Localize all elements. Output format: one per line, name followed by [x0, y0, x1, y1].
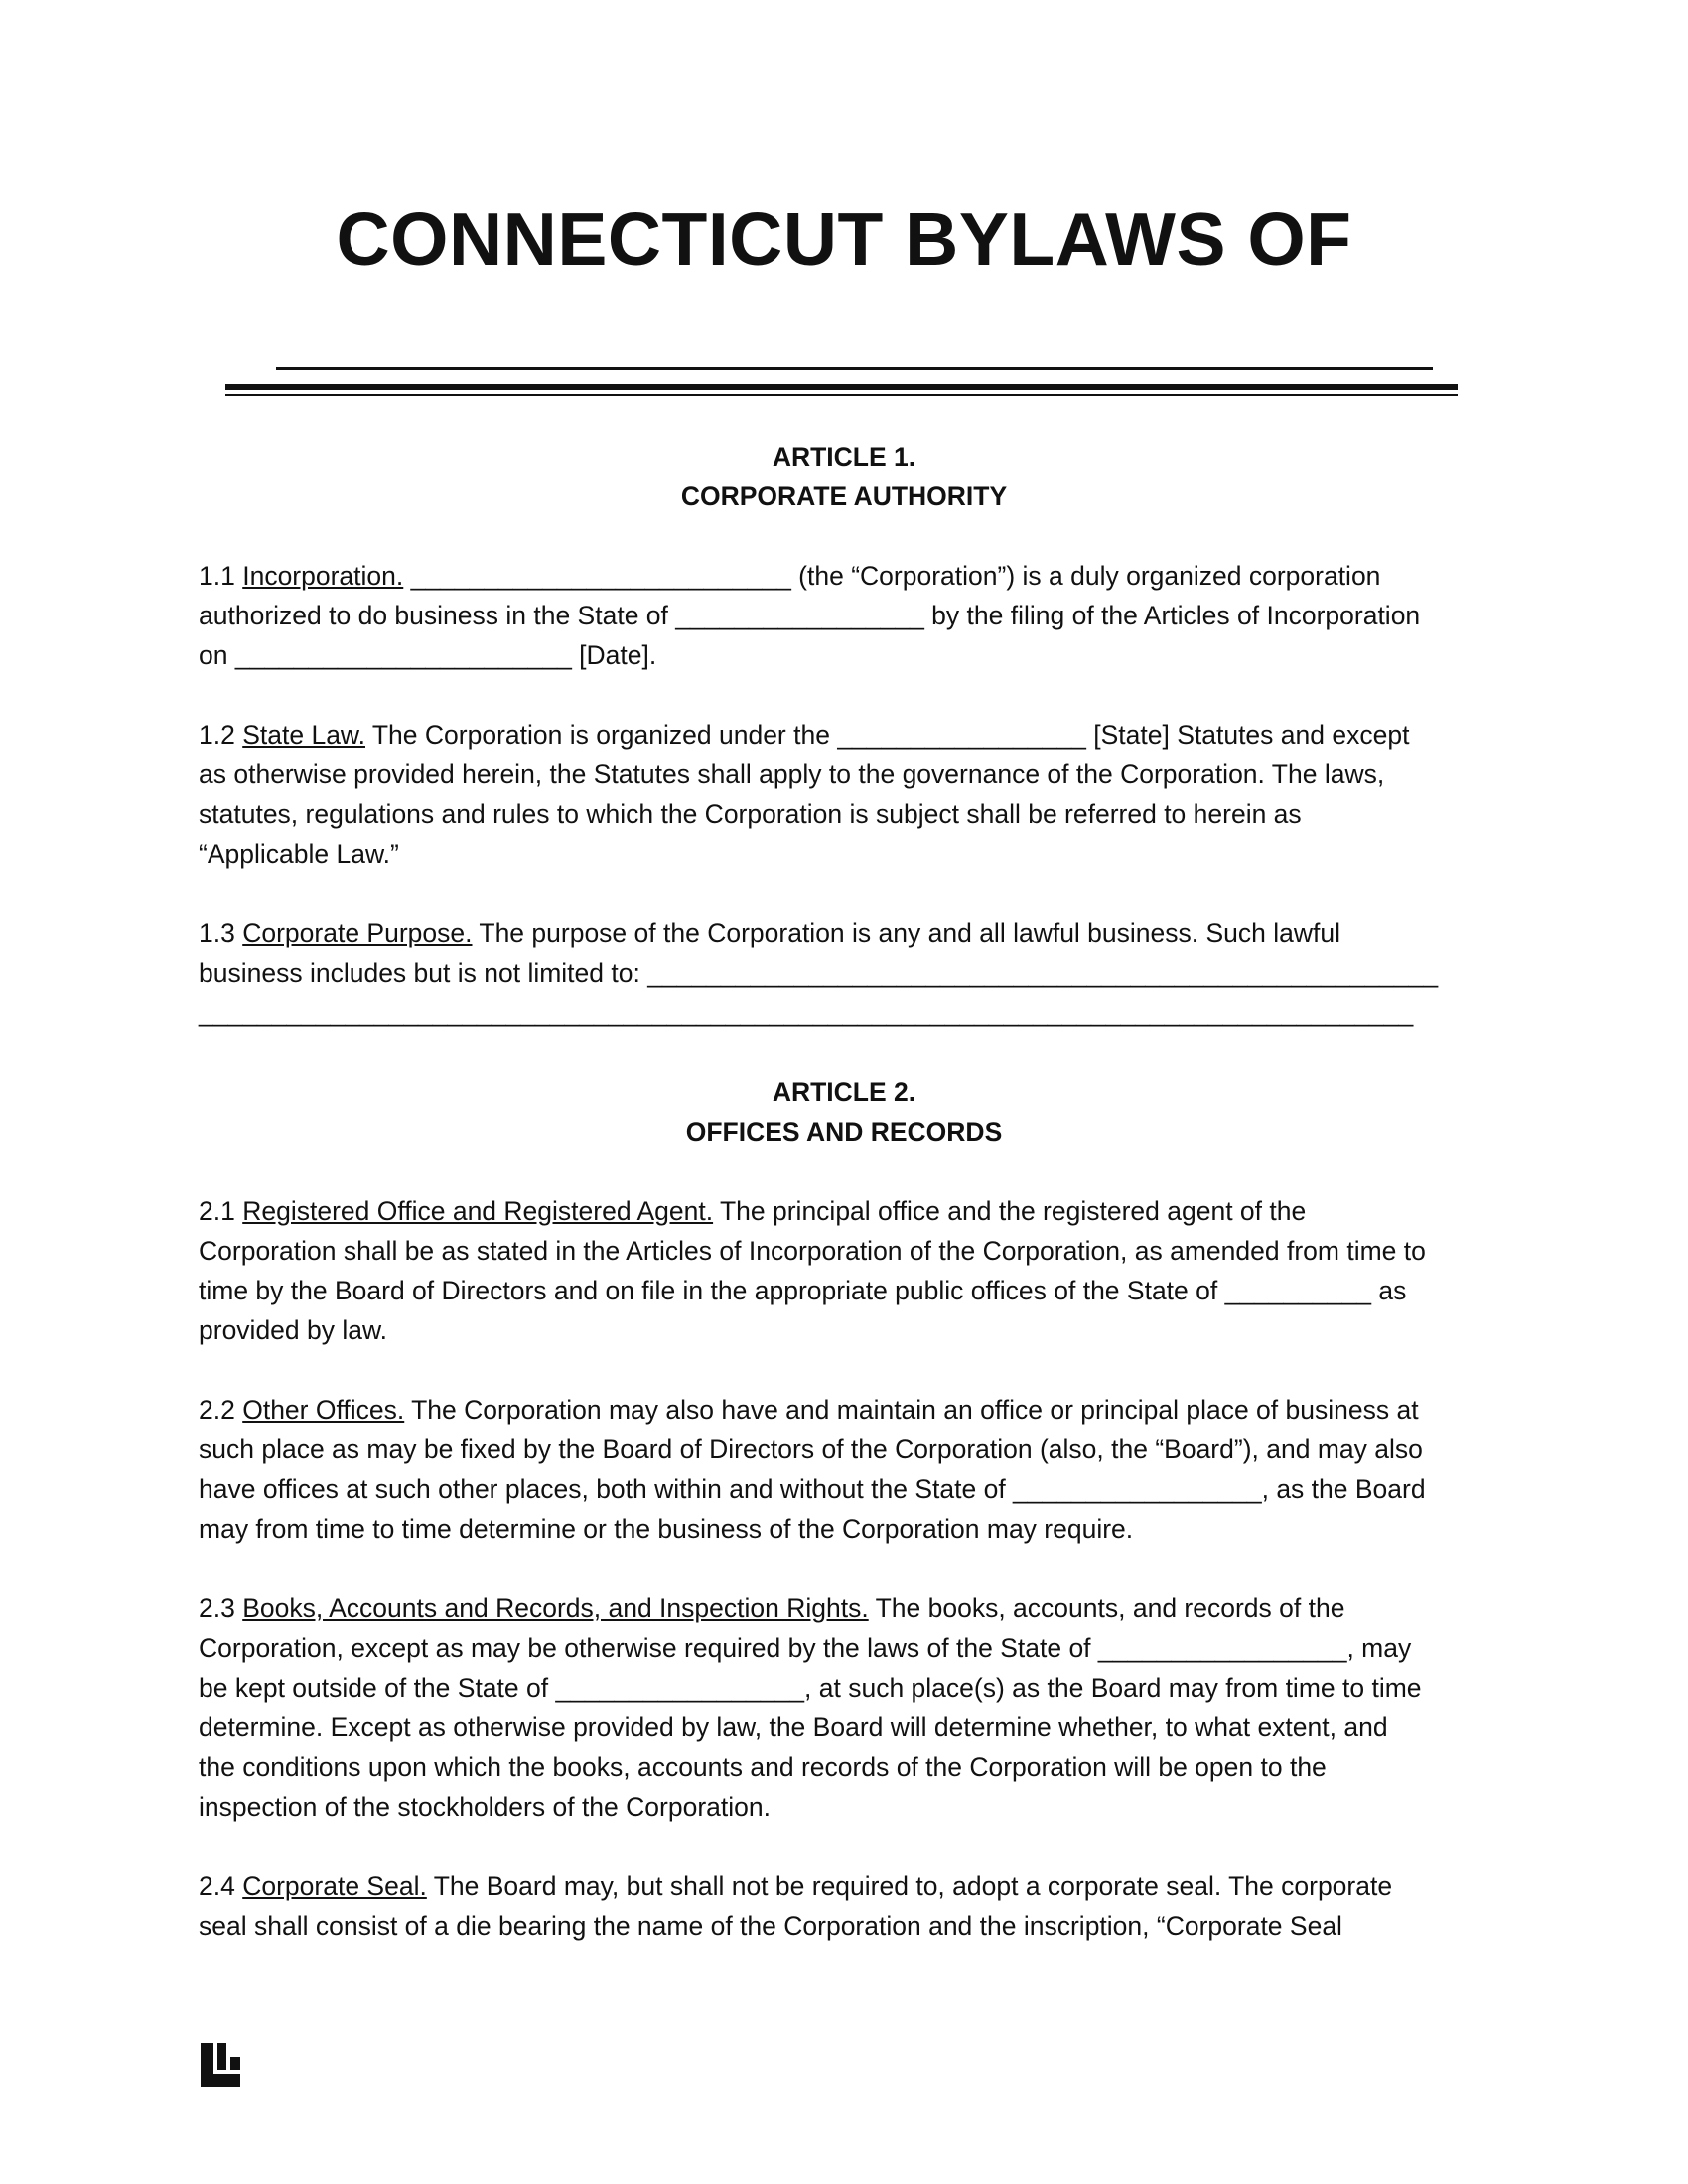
section-line [199, 556, 1489, 596]
section-2-3 [199, 1588, 1489, 1827]
section-text: The Corporation may also have and maintain an office or principal place of business at [404, 1395, 1419, 1425]
section-2-1 [199, 1191, 1489, 1350]
section-line: authorized to do business in the State of _________________ by the filing of the Articles of Incorporation [199, 601, 1421, 630]
section-2-2 [199, 1390, 1489, 1549]
section-line: have offices at such other places, both within and without the State of _________________, as the Board [199, 1474, 1426, 1504]
section-text: The Board may, but shall not be required to, adopt a corporate seal. The corporate [426, 1871, 1393, 1901]
section-line: Corporation, except as may be otherwise required by the laws of the State of _________________, may [199, 1633, 1412, 1663]
article-number: ARTICLE 1. [772, 442, 916, 472]
section-line [199, 1866, 1489, 1906]
section-number: 2.3 [199, 1593, 235, 1623]
document-title: CONNECTICUT BYLAWS OF [336, 198, 1352, 281]
section-1-1 [199, 556, 1489, 675]
section-text: __________________________ (the “Corporation”) is a duly organized corporation [403, 561, 1381, 591]
section-title: Corporate Seal. [242, 1871, 427, 1901]
section-number: 1.2 [199, 720, 235, 750]
section-line: as otherwise provided herein, the Statutes shall apply to the governance of the Corporation. The laws, [199, 759, 1385, 789]
section-line: business includes but is not limited to: ______________________________________________________ [199, 958, 1439, 988]
section-line: may from time to time determine or the business of the Corporation may require. [199, 1514, 1134, 1544]
title-rule-thick [225, 384, 1458, 390]
section-line: seal shall consist of a die bearing the name of the Corporation and the inscription, “Corporate Seal [199, 1911, 1342, 1941]
title-rule-thin [225, 394, 1458, 396]
section-line [199, 913, 1489, 953]
section-line: such place as may be fixed by the Board of Directors of the Corporation (also, the “Board”), and may also [199, 1434, 1423, 1464]
section-title: Incorporation. [242, 561, 404, 591]
section-line: provided by law. [199, 1315, 388, 1345]
section-number: 1.1 [199, 561, 235, 591]
section-line: statutes, regulations and rules to which the Corporation is subject shall be referred to herein as [199, 799, 1302, 829]
section-line [199, 1390, 1489, 1430]
document-body [199, 437, 1489, 1946]
section-line: time by the Board of Directors and on file in the appropriate public offices of the State of __________ as [199, 1276, 1407, 1305]
section-line [199, 1191, 1489, 1231]
article-1 [199, 437, 1489, 1032]
section-line: Corporation shall be as stated in the Articles of Incorporation of the Corporation, as amended from time to [199, 1236, 1426, 1266]
section-1-2 [199, 715, 1489, 874]
section-number: 2.2 [199, 1395, 235, 1425]
article-2 [199, 1072, 1489, 1946]
article-heading: CORPORATE AUTHORITY [680, 481, 1008, 511]
section-line: “Applicable Law.” [199, 839, 399, 869]
section-number: 2.4 [199, 1871, 235, 1901]
section-1-3 [199, 913, 1489, 1032]
section-title: Books, Accounts and Records, and Inspection Rights. [242, 1593, 869, 1623]
article-number: ARTICLE 2. [772, 1077, 916, 1107]
section-title: Other Offices. [242, 1395, 405, 1425]
section-line: determine. Except as otherwise provided by law, the Board will determine whether, to what extent, and [199, 1712, 1388, 1742]
section-2-4 [199, 1866, 1489, 1946]
section-text: The Corporation is organized under the _________________ [State] Statutes and except [364, 720, 1410, 750]
section-line: the conditions upon which the books, accounts and records of the Corporation will be open to the [199, 1752, 1327, 1782]
section-number: 2.1 [199, 1196, 235, 1226]
corporation-name-blank [276, 367, 1433, 370]
section-number: 1.3 [199, 918, 235, 948]
article-heading: OFFICES AND RECORDS [685, 1117, 1003, 1147]
section-line: on _______________________ [Date]. [199, 640, 657, 670]
section-text: The books, accounts, and records of the [868, 1593, 1345, 1623]
section-title: Corporate Purpose. [242, 918, 473, 948]
section-line: inspection of the stockholders of the Corporation. [199, 1792, 771, 1822]
document-logo-icon [201, 2043, 240, 2087]
section-title: Registered Office and Registered Agent. [242, 1196, 714, 1226]
section-text: The principal office and the registered agent of the [713, 1196, 1307, 1226]
section-line [199, 715, 1489, 754]
section-text: The purpose of the Corporation is any and all lawful business. Such lawful [472, 918, 1341, 948]
section-line: be kept outside of the State of _________________, at such place(s) as the Board may from time to time [199, 1673, 1422, 1703]
section-line: ___________________________________________________________________________________ [199, 998, 1414, 1027]
section-title: State Law. [242, 720, 365, 750]
section-line [199, 1588, 1489, 1628]
